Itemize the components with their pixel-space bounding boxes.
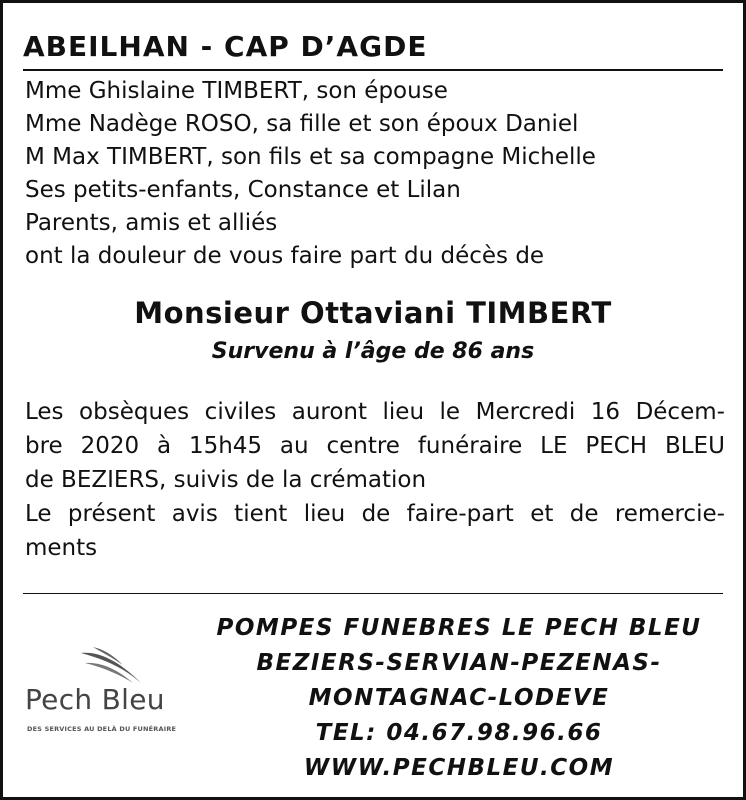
- funeral-home-info: [193, 611, 725, 786]
- company-line: BEZIERS-SERVIAN-PEZENAS-: [256, 650, 662, 676]
- ceremony-line: ments: [25, 535, 98, 561]
- company-phone: TEL: 04.67.98.96.66: [315, 720, 603, 746]
- word: lieu: [382, 399, 425, 425]
- pech-bleu-logo: [25, 639, 205, 739]
- notice-location-title: ABEILHAN - CAP D’AGDE: [23, 30, 428, 63]
- company-line: POMPES FUNEBRES LE PECH BLEU: [216, 615, 702, 641]
- family-line: Parents, amis et alliés: [25, 210, 278, 236]
- word: et: [530, 501, 554, 527]
- word: tient: [234, 501, 288, 527]
- company-line: MONTAGNAC-LODEVE: [308, 685, 610, 711]
- word: civiles: [204, 399, 277, 425]
- word: de: [569, 501, 599, 527]
- word: funéraire: [417, 433, 523, 459]
- word: 16: [590, 399, 621, 425]
- word: remercie-: [614, 501, 725, 527]
- word: au: [279, 433, 309, 459]
- word: présent: [67, 501, 156, 527]
- word: Décem-: [635, 399, 725, 425]
- word: à: [156, 433, 172, 459]
- word: bre: [25, 433, 63, 459]
- deceased-age: Survenu à l’âge de 86 ans: [211, 339, 535, 364]
- word: LE: [540, 433, 568, 459]
- word: Mercredi: [475, 399, 576, 425]
- company-website: WWW.PECHBLEU.COM: [303, 755, 615, 781]
- word: de: [361, 501, 391, 527]
- family-line: Mme Nadège ROSO, sa fille et son époux Daniel: [25, 111, 579, 137]
- ceremony-details: [25, 395, 725, 565]
- footer-divider: [23, 593, 723, 594]
- word: avis: [171, 501, 218, 527]
- family-list: [25, 75, 725, 273]
- family-line: M Max TIMBERT, son fils et sa compagne Michelle: [25, 144, 596, 170]
- word: PECH: [585, 433, 648, 459]
- family-line: Ses petits-enfants, Constance et Lilan: [25, 177, 461, 203]
- ceremony-line: [25, 395, 725, 429]
- word: Le: [25, 501, 52, 527]
- word: le: [439, 399, 461, 425]
- word: 2020: [80, 433, 140, 459]
- word: obsèques: [79, 399, 190, 425]
- word: 15h45: [188, 433, 263, 459]
- brand-name: Pech Bleu: [25, 683, 165, 716]
- word: centre: [326, 433, 400, 459]
- word: auront: [291, 399, 368, 425]
- ceremony-line: [25, 429, 725, 463]
- brand-tagline: DES SERVICES AU DELÀ DU FUNÉRAIRE: [27, 725, 177, 733]
- title-divider: [23, 69, 723, 71]
- family-line: ont la douleur de vous faire part du décès de: [25, 243, 545, 269]
- word: Les: [25, 399, 64, 425]
- family-line: Mme Ghislaine TIMBERT, son épouse: [25, 78, 448, 104]
- ceremony-line: [25, 497, 725, 531]
- ceremony-line: de BEZIERS, suivis de la crémation: [25, 467, 427, 493]
- swoosh-bird-icon: [79, 645, 149, 685]
- word: lieu: [303, 501, 346, 527]
- word: faire-part: [406, 501, 514, 527]
- deceased-name: Monsieur Ottaviani TIMBERT: [134, 296, 612, 330]
- word: BLEU: [664, 433, 725, 459]
